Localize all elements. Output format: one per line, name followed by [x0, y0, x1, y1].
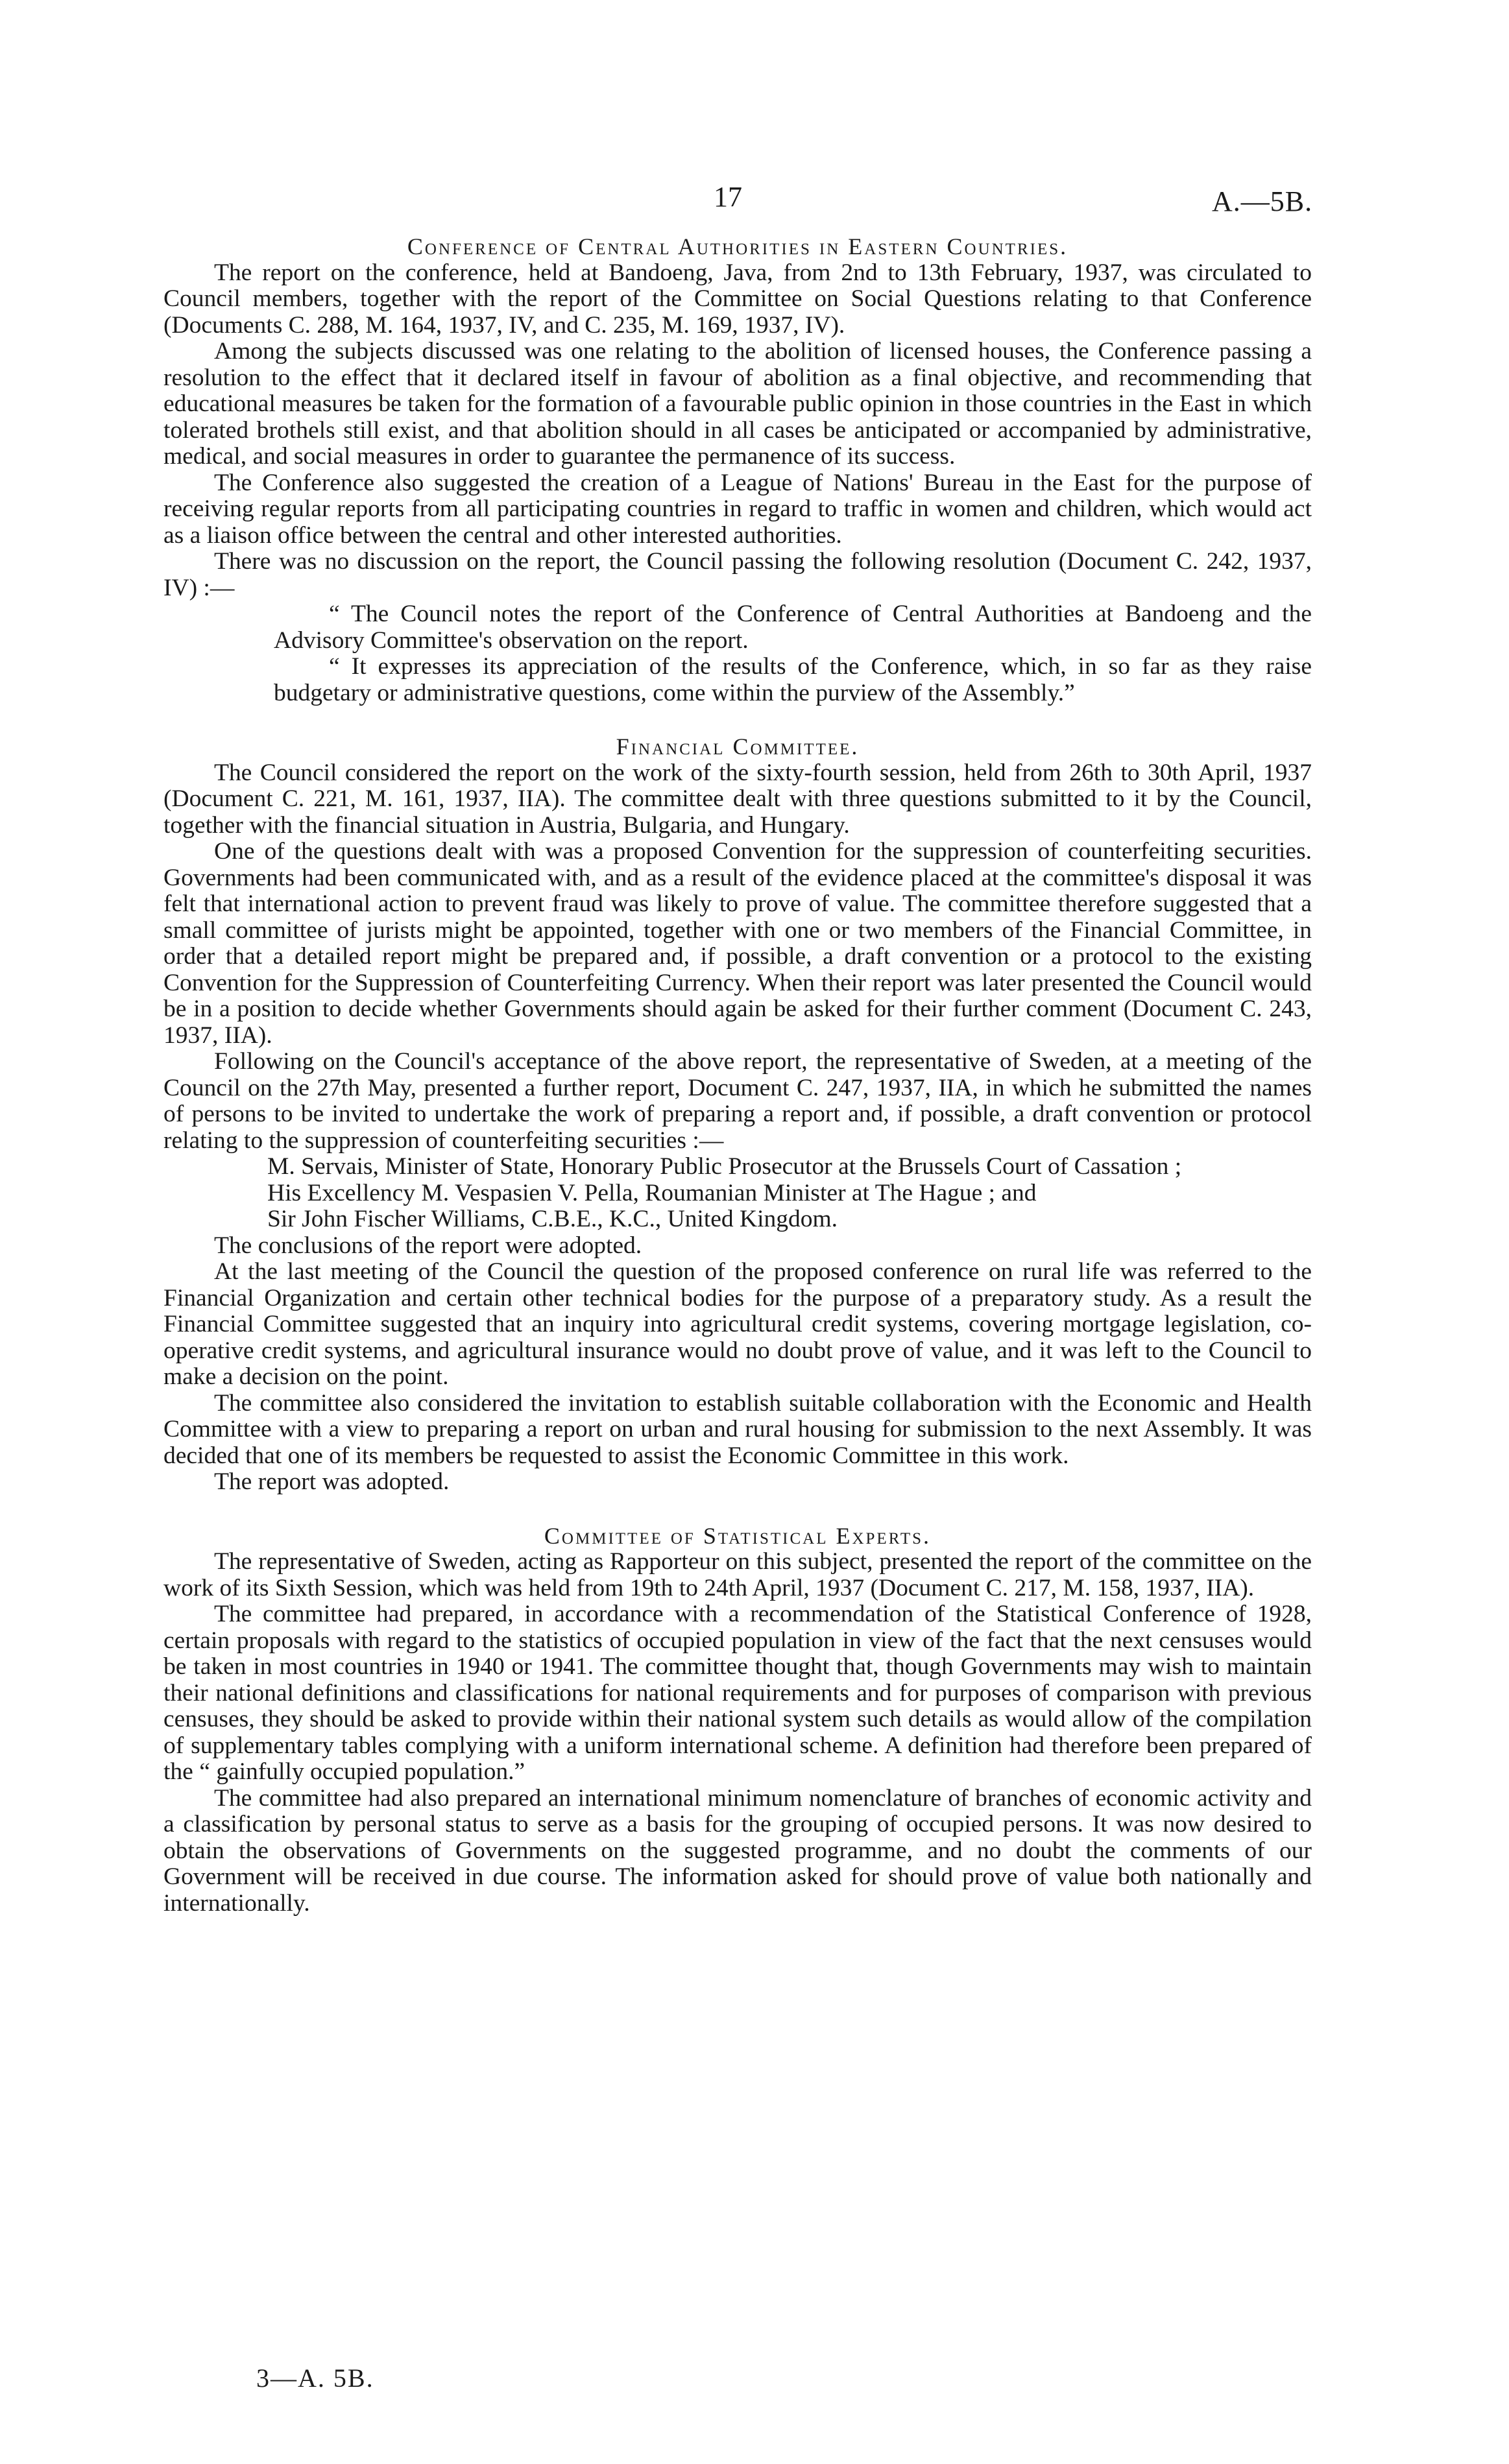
paragraph: One of the questions dealt with was a proposed Convention for the suppression of counterfeiting securities. Governments had been communicated with, and as a result of the evidence placed at the committee's disposal it was felt that international action to prevent fraud was likely to prove of value. The committee therefore suggested that a small committee of jurists might be appointed, together with one or two members of the Financial Committee, in order that a detailed report might be prepared and, if possible, a draft convention or a protocol to the existing Convention for the Suppression of Counterfeiting Currency. When their report was later presented the Council would be in a position to decide whether Governments should again be asked for their further comment (Document C. 243, 1937, IIA). [163, 838, 1312, 1049]
paragraph: The committee also considered the invitation to establish suitable collaboration with the Economic and Health Committee with a view to preparing a report on urban and rural housing for submission to the next Assembly. It was decided that one of its members be requested to assist the Economic Committee in this work. [163, 1389, 1312, 1469]
list-item: M. Servais, Minister of State, Honorary Public Prosecutor at the Brussels Court of Cassation ; [267, 1153, 1182, 1180]
paragraph: The report on the conference, held at Bandoeng, Java, from 2nd to 13th February, 1937, was circulated to Council members, together with the report of the Committee on Social Questions relating to that Conference (Documents C. 288, M. 164, 1937, IV, and C. 235, M. 169, 1937, IV). [163, 259, 1312, 339]
resolution-quote [163, 601, 1312, 706]
paragraph: The Council considered the report on the work of the sixty-fourth session, held from 26th to 30th April, 1937 (Document C. 221, M. 161, 1937, IIA). The committee dealt with three questions submitted to it by the Council, together with the financial situation in Austria, Bulgaria, and Hungary. [163, 759, 1312, 839]
paragraph: The Conference also suggested the creation of a League of Nations' Bureau in the East for the purpose of receiving regular reports from all participating countries in regard to traffic in women and children, which would act as a liaison office between the central and other interested authorities. [163, 469, 1312, 549]
document-body [163, 233, 1312, 1917]
paragraph: The conclusions of the report were adopted. [214, 1232, 642, 1259]
paragraph: The committee had prepared, in accordance with a recommendation of the Statistical Conference of 1928, certain proposals with regard to the statistics of occupied population in view of the fact that the next censuses would be taken in most countries in 1940 or 1941. The committee thought that, though Governments may wish to maintain their national definitions and classifications for national requirements and for purposes of comparison with previous censuses, they should be asked to provide within their national system such details as would allow of the compilation of supplementary tables complying with a uniform international scheme. A definition had therefore been prepared of the “ gainfully occupied population.” [163, 1601, 1312, 1785]
quote-paragraph: “ The Council notes the report of the Conference of Central Authorities at Bandoeng and the Advisory Committee's observation on the report. [274, 601, 1312, 654]
document-reference: A.—5B. [1212, 185, 1313, 217]
paragraph: The committee had also prepared an international minimum nomenclature of branches of economic activity and a classification by personal status to serve as a basis for the grouping of occupied persons. It was now desired to obtain the observations of Governments on the suggested programme, and no doubt the comments of our Government will be received in due course. The information asked for should prove of value both nationally and internationally. [163, 1784, 1312, 1917]
section-heading-conference: Conference of Central Authorities in Eastern Countries. [407, 233, 1068, 259]
section-heading-financial-committee: Financial Committee. [616, 734, 860, 760]
quote-paragraph: “ It expresses its appreciation of the results of the Conference, which, in so far as they raise budgetary or administrative questions, come within the purview of the Assembly.” [274, 653, 1312, 706]
paragraph: There was no discussion on the report, the Council passing the following resolution (Document C. 242, 1937, IV) :— [163, 548, 1312, 601]
page-number: 17 [714, 181, 742, 213]
page-signature: 3—A. 5B. [256, 2363, 374, 2393]
section-heading-statistical-experts: Committee of Statistical Experts. [544, 1522, 932, 1549]
nominee-list [163, 1154, 1312, 1233]
paragraph: At the last meeting of the Council the question of the proposed conference on rural life was referred to the Financial Organization and certain other technical bodies for the purpose of a preparatory study. As a result the Financial Committee suggested that an inquiry into agricultural credit systems, covering mortgage legislation, co-operative credit systems, and agricultural insurance would no doubt prove of value, and it was left to the Council to make a decision on the point. [163, 1258, 1312, 1390]
paragraph: Following on the Council's acceptance of the above report, the representative of Sweden, at a meeting of the Council on the 27th May, presented a further report, Document C. 247, 1937, IIA, in which he submitted the names of persons to be invited to undertake the work of preparing a report and, if possible, a draft convention or protocol relating to the suppression of counterfeiting securities :— [163, 1048, 1312, 1154]
paragraph: Among the subjects discussed was one relating to the abolition of licensed houses, the Conference passing a resolution to the effect that it declared itself in favour of abolition as a final objective, and recommending that educational measures be taken for the formation of a favourable public opinion in those countries in the East in which tolerated brothels still exist, and that abolition should in all cases be anticipated or accompanied by administrative, medical, and social measures in order to guarantee the permanence of its success. [163, 338, 1312, 470]
paragraph: The representative of Sweden, acting as Rapporteur on this subject, presented the report of the committee on the work of its Sixth Session, which was held from 19th to 24th April, 1937 (Document C. 217, M. 158, 1937, IIA). [163, 1548, 1312, 1601]
list-item: Sir John Fischer Williams, C.B.E., K.C., United Kingdom. [267, 1206, 838, 1232]
paragraph: The report was adopted. [214, 1468, 450, 1495]
list-item: His Excellency M. Vespasien V. Pella, Roumanian Minister at The Hague ; and [267, 1179, 1037, 1206]
